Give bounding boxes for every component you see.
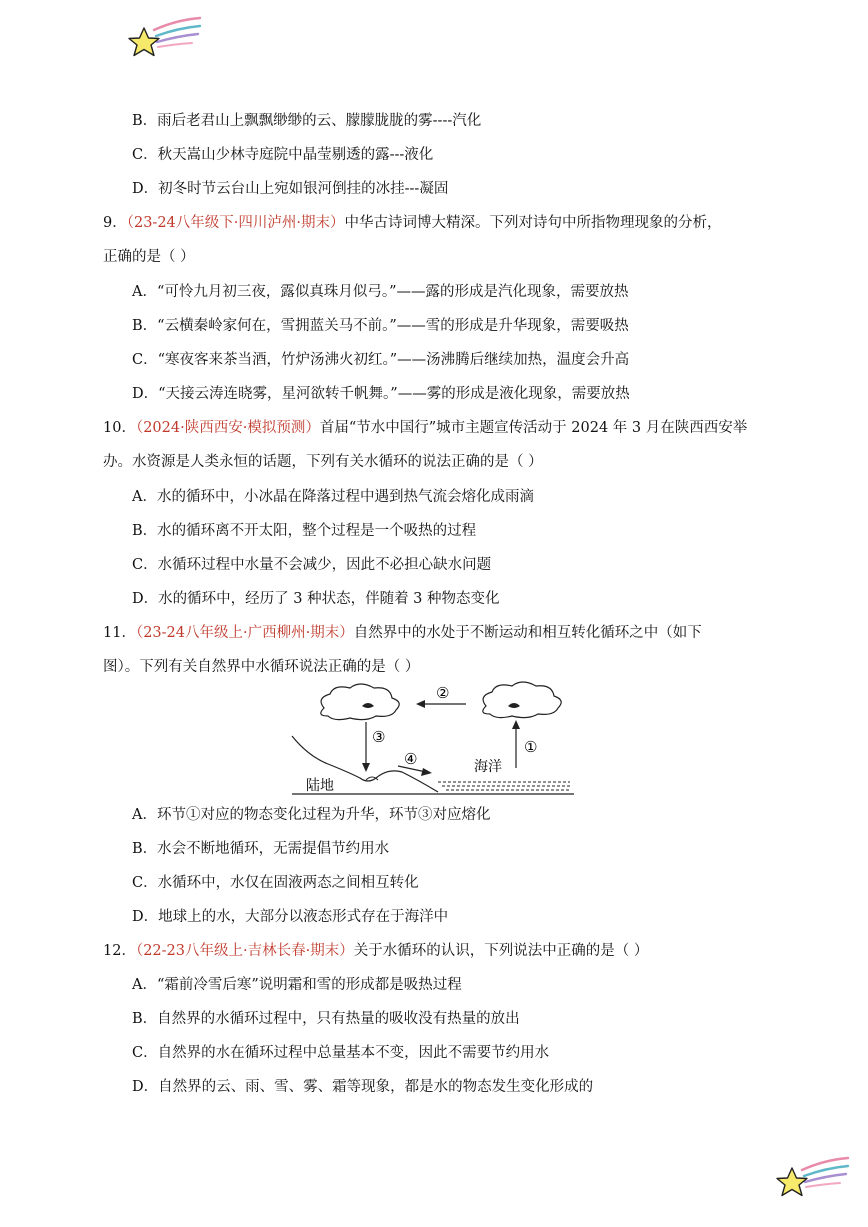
q10-option-d: D．水的循环中，经历了 3 种状态，伴随着 3 种物态变化 bbox=[132, 591, 500, 607]
question-number: 12． bbox=[103, 943, 136, 959]
question-source: （23-24八年级下·四川泸州·期末） bbox=[126, 215, 345, 231]
q11-option-b: B．水会不断地循环，无需提倡节约用水 bbox=[132, 841, 390, 857]
question-text: 首届“节水中国行”城市主题宣传活动于 2024 年 3 月在陕西西安举 bbox=[319, 420, 748, 436]
q9-option-a: A．“可怜九月初三夜，露似真珠月似弓。”——露的形成是汽化现象，需要放热 bbox=[132, 284, 629, 300]
q8-option-b: B．雨后老君山上飘飘缈缈的云、朦朦胧胧的雾----汽化 bbox=[132, 113, 482, 129]
q11-option-c: C．水循环中，水仅在固液两态之间相互转化 bbox=[132, 875, 419, 891]
cloud-right bbox=[483, 682, 561, 718]
q8-option-d: D．初冬时节云台山上宛如银河倒挂的冰挂---凝固 bbox=[132, 181, 449, 197]
question-source: （22-23八年级上·吉林长春·期末） bbox=[135, 943, 354, 959]
cloud-left bbox=[321, 684, 399, 720]
q12-stem bbox=[103, 941, 648, 961]
q9-option-c: C．“寒夜客来茶当酒，竹炉汤沸火初红。”——汤沸腾后继续加热，温度会升高 bbox=[132, 352, 630, 368]
q11-stem bbox=[103, 623, 702, 643]
q10-stem bbox=[103, 418, 747, 438]
q11-option-a: A．环节①对应的物态变化过程为升华，环节③对应熔化 bbox=[132, 807, 491, 823]
q9-stem bbox=[103, 213, 722, 233]
water-cycle-diagram bbox=[288, 676, 578, 800]
q12-option-d: D．自然界的云、雨、雪、雾、霜等现象，都是水的物态发生变化形成的 bbox=[132, 1079, 594, 1095]
question-number: 11． bbox=[103, 625, 136, 641]
q12-option-c: C．自然界的水在循环过程中总量基本不变，因此不需要节约用水 bbox=[132, 1045, 550, 1061]
step-4-label: ④ bbox=[404, 750, 418, 768]
q11-option-d: D．地球上的水，大部分以液态形式存在于海洋中 bbox=[132, 909, 449, 925]
shooting-star-icon bbox=[774, 1156, 850, 1204]
q8-option-c: C．秋天嵩山少林寺庭院中晶莹剔透的露---液化 bbox=[132, 147, 434, 163]
question-text: 自然界中的水处于不断运动和相互转化循环之中（如下 bbox=[353, 625, 702, 641]
question-text: 中华古诗词博大精深。下列对诗句中所指物理现象的分析， bbox=[344, 215, 722, 231]
ocean-label: 海洋 bbox=[474, 759, 502, 775]
question-text: 关于水循环的认识，下列说法中正确的是（ ） bbox=[353, 943, 649, 959]
q10-option-b: B．水的循环离不开太阳，整个过程是一个吸热的过程 bbox=[132, 523, 477, 539]
q9-stem-line2: 正确的是（ ） bbox=[103, 249, 195, 265]
question-source: （23-24八年级上·广西柳州·期末） bbox=[135, 625, 354, 641]
q12-option-a: A．“霜前冷雪后寒”说明霜和雪的形成都是吸热过程 bbox=[132, 977, 462, 993]
question-source: （2024·陕西西安·模拟预测） bbox=[135, 420, 320, 436]
q11-stem-line2: 图）。下列有关自然界中水循环说法正确的是（ ） bbox=[103, 659, 420, 675]
shooting-star-icon bbox=[126, 16, 202, 64]
q9-option-d: D．“天接云涛连晓雾，星河欲转千帆舞。”——雾的形成是液化现象，需要放热 bbox=[132, 386, 630, 402]
question-number: 9． bbox=[103, 215, 127, 231]
q10-option-a: A．水的循环中，小冰晶在降落过程中遇到热气流会熔化成雨滴 bbox=[132, 489, 534, 505]
step-1-label: ① bbox=[524, 738, 538, 756]
q12-option-b: B．自然界的水循环过程中，只有热量的吸收没有热量的放出 bbox=[132, 1011, 520, 1027]
step-3-label: ③ bbox=[372, 728, 386, 746]
question-number: 10． bbox=[103, 420, 136, 436]
q10-stem-line2: 办。水资源是人类永恒的话题，下列有关水循环的说法正确的是（ ） bbox=[103, 454, 543, 470]
q10-option-c: C．水循环过程中水量不会减少，因此不必担心缺水问题 bbox=[132, 557, 492, 573]
q9-option-b: B．“云横秦岭家何在，雪拥蓝关马不前。”——雪的形成是升华现象，需要吸热 bbox=[132, 318, 629, 334]
step-2-label: ② bbox=[436, 684, 450, 702]
land-label: 陆地 bbox=[306, 778, 334, 794]
